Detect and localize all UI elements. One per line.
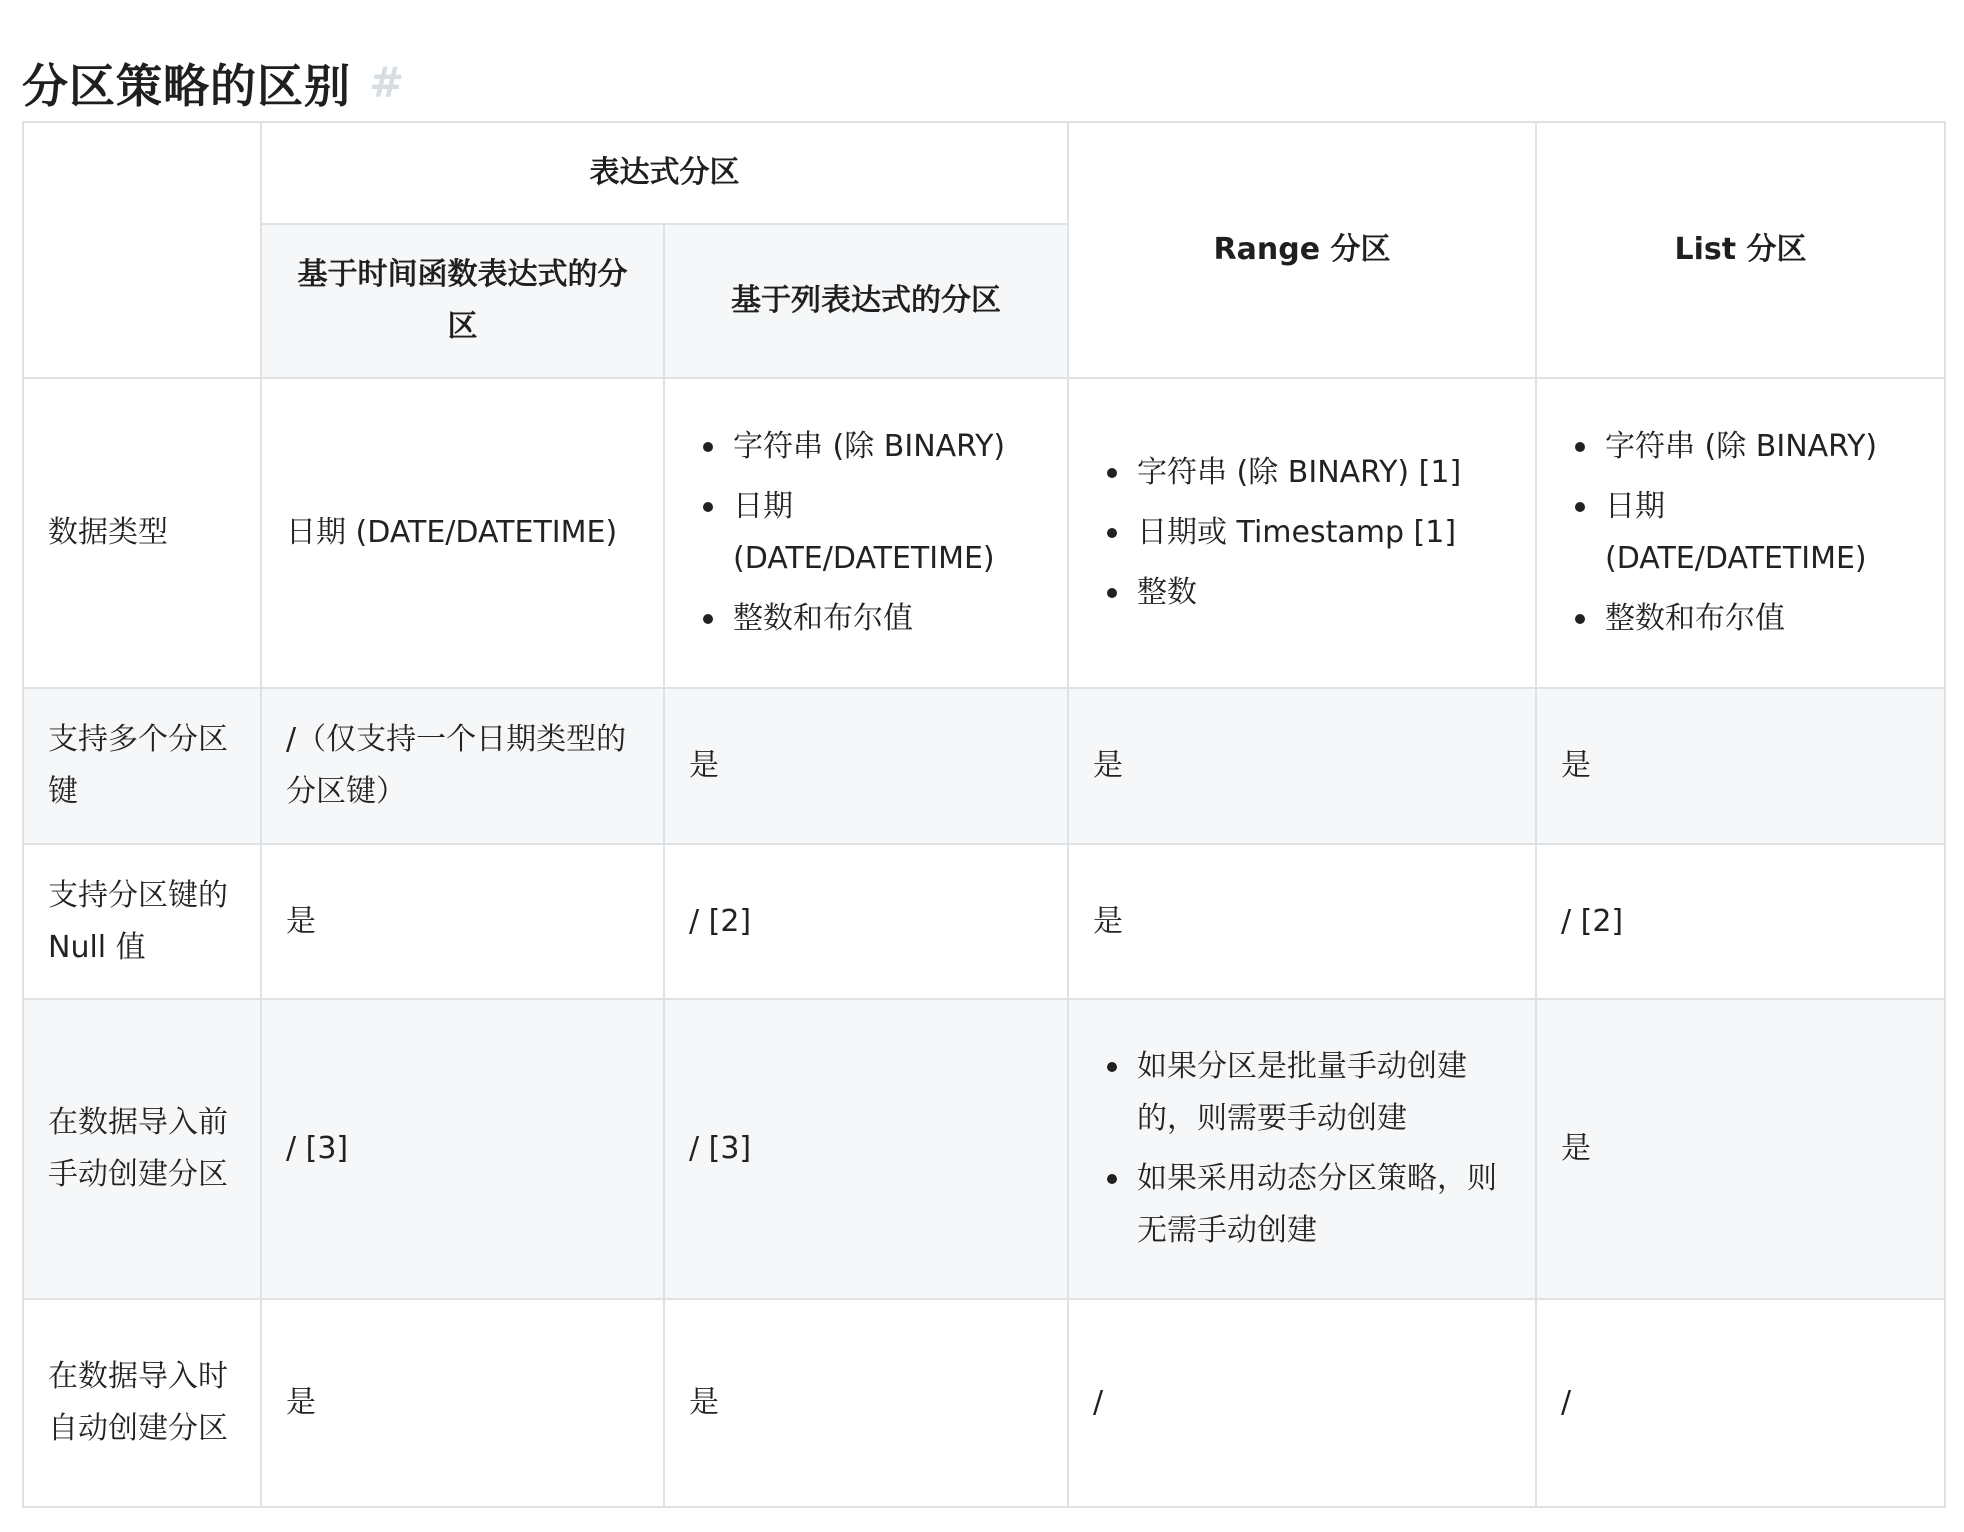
list-item: 字符串 (除 BINARY) bbox=[1605, 421, 1920, 473]
section-title: 分区策略的区别 bbox=[22, 58, 351, 113]
header-time-function-partition: 基于时间函数表达式的分区 bbox=[261, 224, 664, 378]
list-item: 整数 bbox=[1137, 567, 1511, 619]
bullet-list bbox=[1561, 421, 1920, 645]
table-cell bbox=[1068, 378, 1536, 688]
section-heading bbox=[22, 53, 405, 113]
table-cell: / [2] bbox=[664, 844, 1068, 999]
table-cell: / bbox=[1068, 1299, 1536, 1507]
table-cell: 是 bbox=[664, 688, 1068, 844]
header-list-partition: List 分区 bbox=[1536, 122, 1945, 378]
table-row bbox=[23, 688, 1945, 844]
table-cell: 是 bbox=[1068, 688, 1536, 844]
list-item: 整数和布尔值 bbox=[1605, 593, 1920, 645]
list-item: 日期 (DATE/DATETIME) bbox=[733, 481, 1043, 585]
row-label: 在数据导入前手动创建分区 bbox=[23, 999, 261, 1299]
table-cell: / [3] bbox=[664, 999, 1068, 1299]
table-cell: / [2] bbox=[1536, 844, 1945, 999]
heading-anchor-link[interactable]: # bbox=[369, 58, 406, 108]
list-item: 字符串 (除 BINARY) bbox=[733, 421, 1043, 473]
bullet-list bbox=[689, 421, 1043, 645]
list-item: 整数和布尔值 bbox=[733, 593, 1043, 645]
table-cell: 是 bbox=[1536, 999, 1945, 1299]
table-cell: 是 bbox=[1068, 844, 1536, 999]
list-item: 日期 (DATE/DATETIME) bbox=[1605, 481, 1920, 585]
row-label: 支持分区键的 Null 值 bbox=[23, 844, 261, 999]
table-cell: 是 bbox=[664, 1299, 1068, 1507]
table-row bbox=[23, 999, 1945, 1299]
header-expression-partition: 表达式分区 bbox=[261, 122, 1068, 224]
partition-strategy-table bbox=[22, 121, 1946, 1508]
table-cell bbox=[1536, 378, 1945, 688]
row-label: 支持多个分区键 bbox=[23, 688, 261, 844]
list-item: 如果采用动态分区策略，则无需手动创建 bbox=[1137, 1153, 1511, 1257]
table-cell: 是 bbox=[1536, 688, 1945, 844]
table-row bbox=[23, 378, 1945, 688]
bullet-list bbox=[1093, 447, 1511, 619]
table-row bbox=[23, 1299, 1945, 1507]
bullet-list bbox=[1093, 1041, 1511, 1257]
list-item: 日期或 Timestamp [1] bbox=[1137, 507, 1511, 559]
list-item: 如果分区是批量手动创建的，则需要手动创建 bbox=[1137, 1041, 1511, 1145]
table-cell bbox=[1068, 999, 1536, 1299]
table-cell: / [3] bbox=[261, 999, 664, 1299]
header-range-partition: Range 分区 bbox=[1068, 122, 1536, 378]
table-cell: 是 bbox=[261, 844, 664, 999]
header-column-expression-partition: 基于列表达式的分区 bbox=[664, 224, 1068, 378]
table-cell: 日期 (DATE/DATETIME) bbox=[261, 378, 664, 688]
table-cell bbox=[664, 378, 1068, 688]
row-label: 数据类型 bbox=[23, 378, 261, 688]
table-row bbox=[23, 844, 1945, 999]
header-corner-cell bbox=[23, 122, 261, 378]
table-cell: /（仅支持一个日期类型的分区键） bbox=[261, 688, 664, 844]
list-item: 字符串 (除 BINARY) [1] bbox=[1137, 447, 1511, 499]
table-header-row bbox=[23, 122, 1945, 224]
table-cell: / bbox=[1536, 1299, 1945, 1507]
row-label: 在数据导入时自动创建分区 bbox=[23, 1299, 261, 1507]
table-cell: 是 bbox=[261, 1299, 664, 1507]
